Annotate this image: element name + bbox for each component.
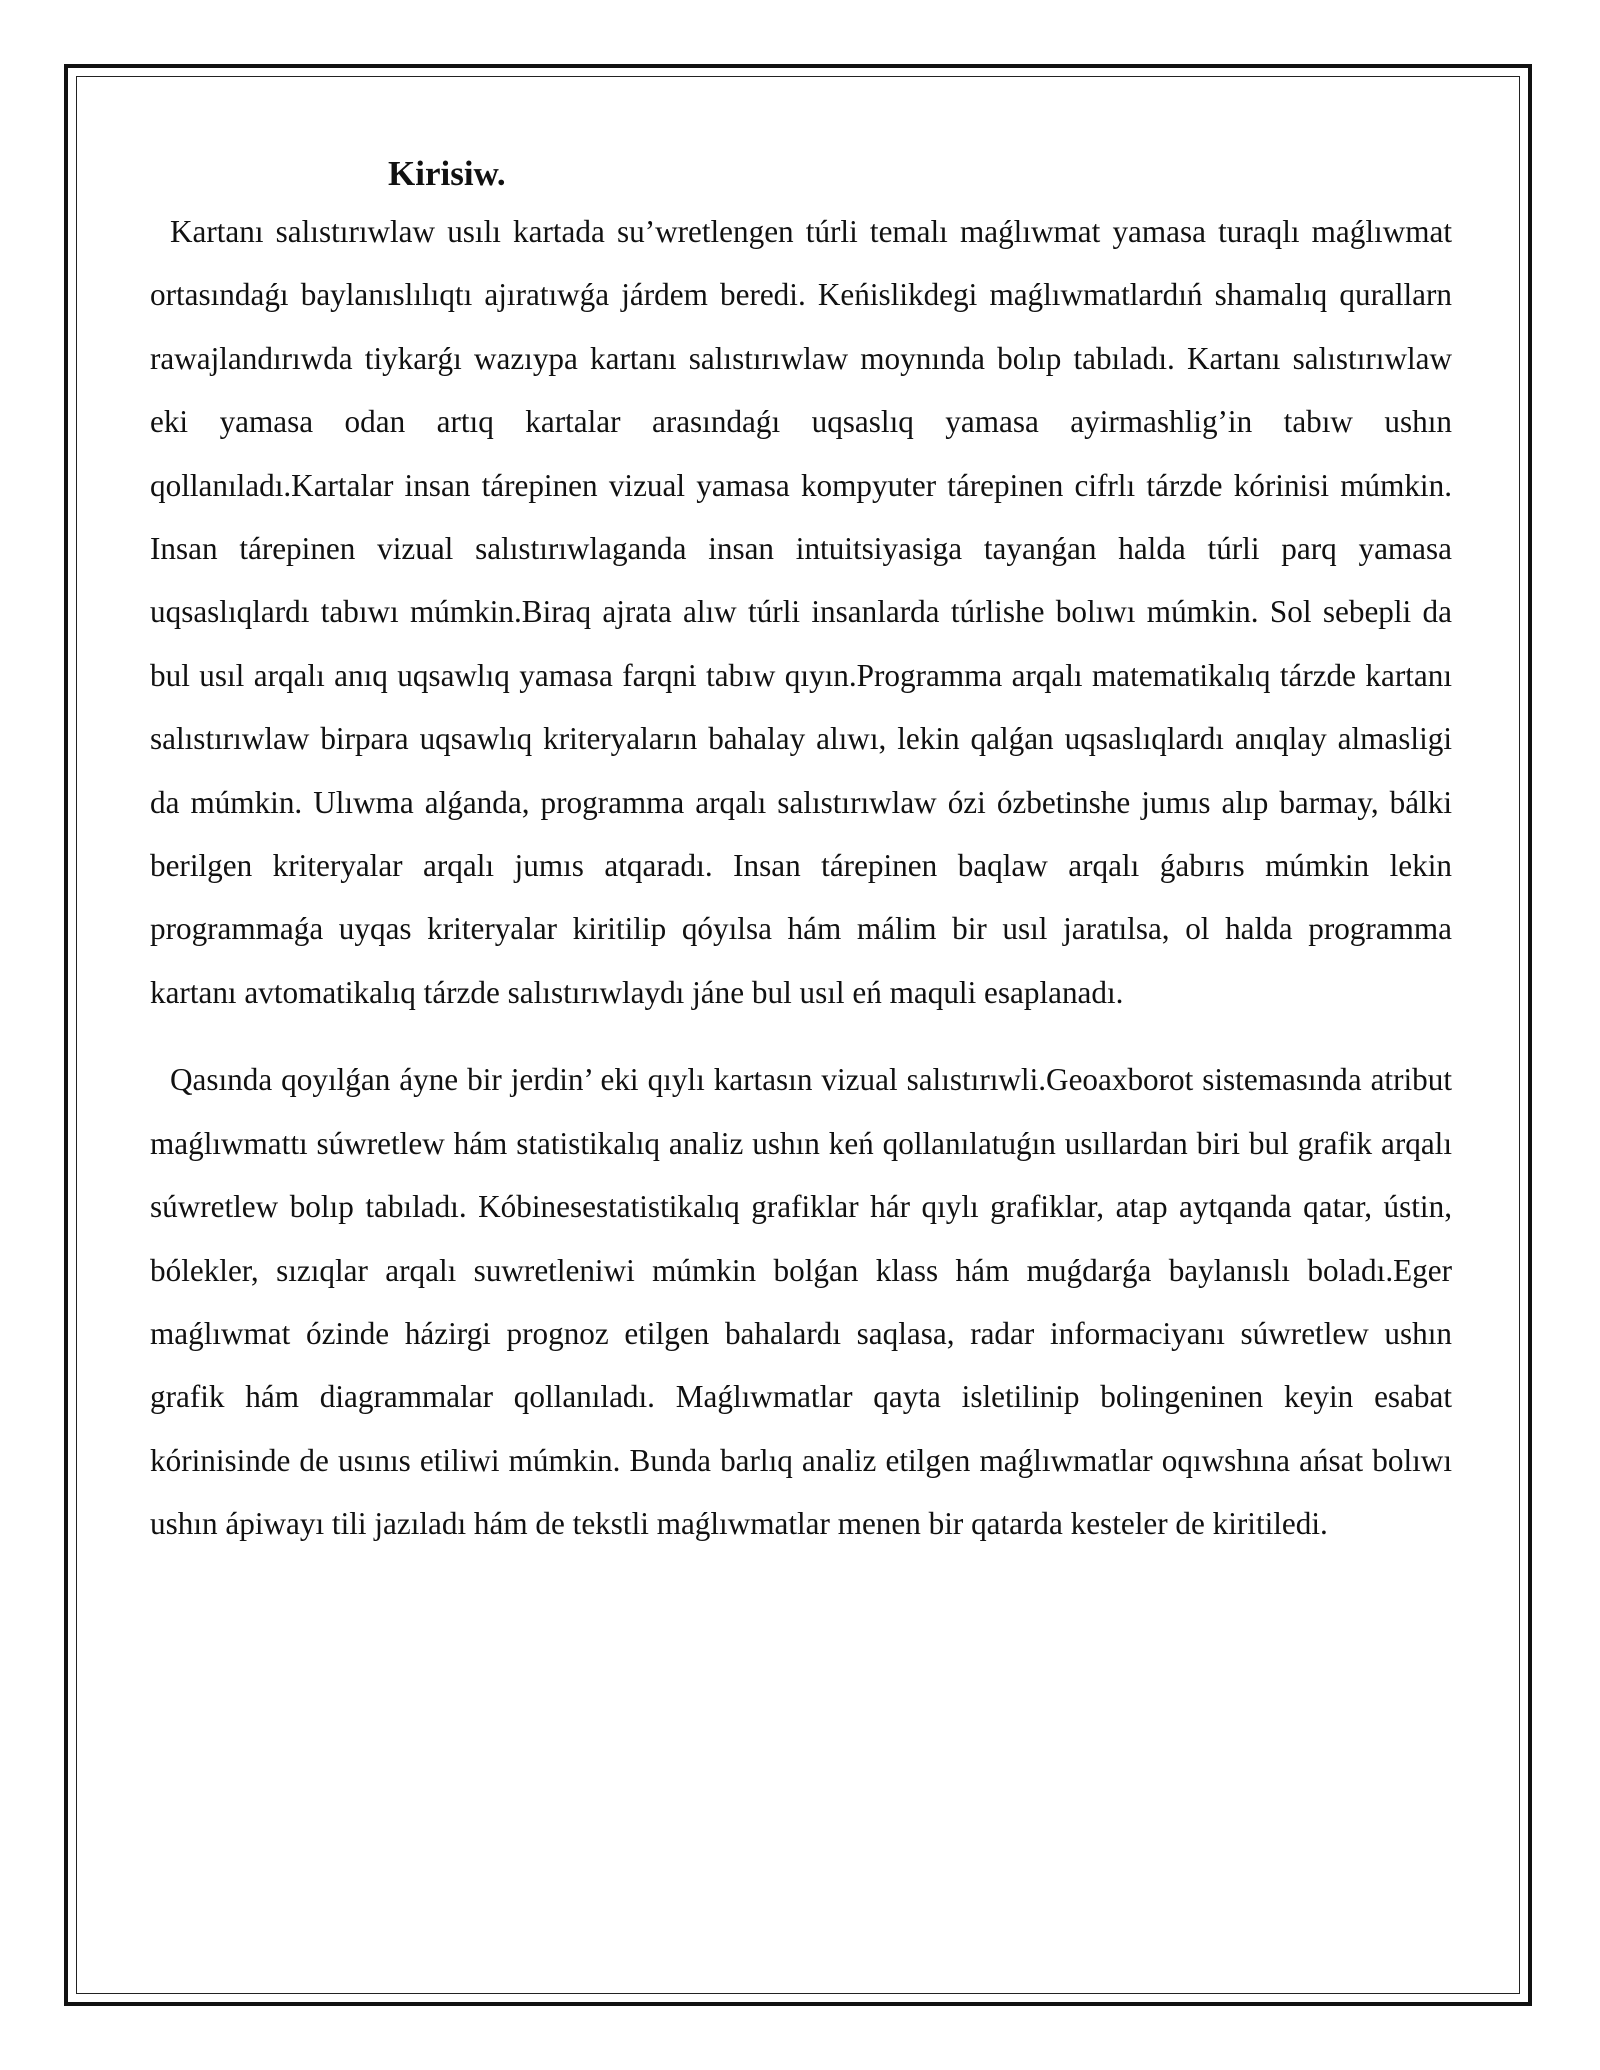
paragraph-1: Kartanı salıstırıwlaw usılı kartada su’wretlengen túrli temalı maǵlıwmat yamasa turaqlı maǵlıwmat ortasındaǵı baylanıslılıqtı ajıratıwǵa járdem beredi. Keńislikdegi maǵlıwmatlardıń shamalıq qurallarn rawajlandırıwda tiykarǵı wazıypa kartanı salıstırıwlaw moynında bolıp tabıladı. Kartanı salıstırıwlaw eki yamasa odan artıq kartalar arasındaǵı uqsaslıq yamasa ayirmashlig’in tabıw ushın qollanıladı.Kartalar insan tárepinen vizual yamasa kompyuter tárepinen cifrlı tárzde kórinisi múmkin. Insan tárepinen vizual salıstırıwlaganda insan intuitsiyasiga tayanǵan halda túrli parq yamasa uqsaslıqlardı tabıwı múmkin.Biraq ajrata alıw túrli insanlarda túrlishe bolıwı múmkin. Sol sebepli da bul usıl arqalı anıq uqsawlıq yamasa farqni tabıw qıyın.Programma arqalı matematikalıq tárzde kartanı salıstırıwlaw birpara uqsawlıq kriteryaların bahalay alıwı, lekin qalǵan uqsaslıqlardı anıqlay almasligi da múmkin. Ulıwma alǵanda, programma arqalı salıstırıwlaw ózi ózbetinshe jumıs alıp barmay, bálki berilgen kriteryalar arqalı jumıs atqaradı. Insan tárepinen baqlaw arqalı ǵabırıs múmkin lekin programmaǵa uyqas kriteryalar kiritilip qóyılsa hám málim bir usıl jaratılsa, ol halda programma kartanı avtomatikalıq tárzde salıstırıwlaydı jáne bul usıl eń maquli esaplanadı. [150, 214, 1452, 1010]
section-heading: Kirisiw. [388, 154, 506, 193]
paragraph-2: Qasında qoyılǵan áyne bir jerdin’ eki qıylı kartasın vizual salıstırıwli.Geoaxborot sistemasında atribut maǵlıwmattı súwretlew hám statistikalıq analiz ushın keń qollanılatuǵın usıllardan biri bul grafik arqalı súwretlew bolıp tabıladı. Kóbinesestatistikalıq grafiklar hár qıylı grafiklar, atap aytqanda qatar, ústin, bólekler, sızıqlar arqalı suwretleniwi múmkin bolǵan klass hám muǵdarǵa baylanıslı boladı.Eger maǵlıwmat ózinde házirgi prognoz etilgen bahalardı saqlasa, radar informaciyanı súwretlew ushın grafik hám diagrammalar qollanıladı. Maǵlıwmatlar qayta isletilinip bolingeninen keyin esabat kórinisinde de usınıs etiliwi múmkin. Bunda barlıq analiz etilgen maǵlıwmatlar oqıwshına ańsat bolıwı ushın ápiwayı tili jazıladı hám de tekstli maǵlıwmatlar menen bir qatarda kesteler de kiritiledi. [150, 1062, 1452, 1542]
document-body [150, 148, 1452, 1556]
